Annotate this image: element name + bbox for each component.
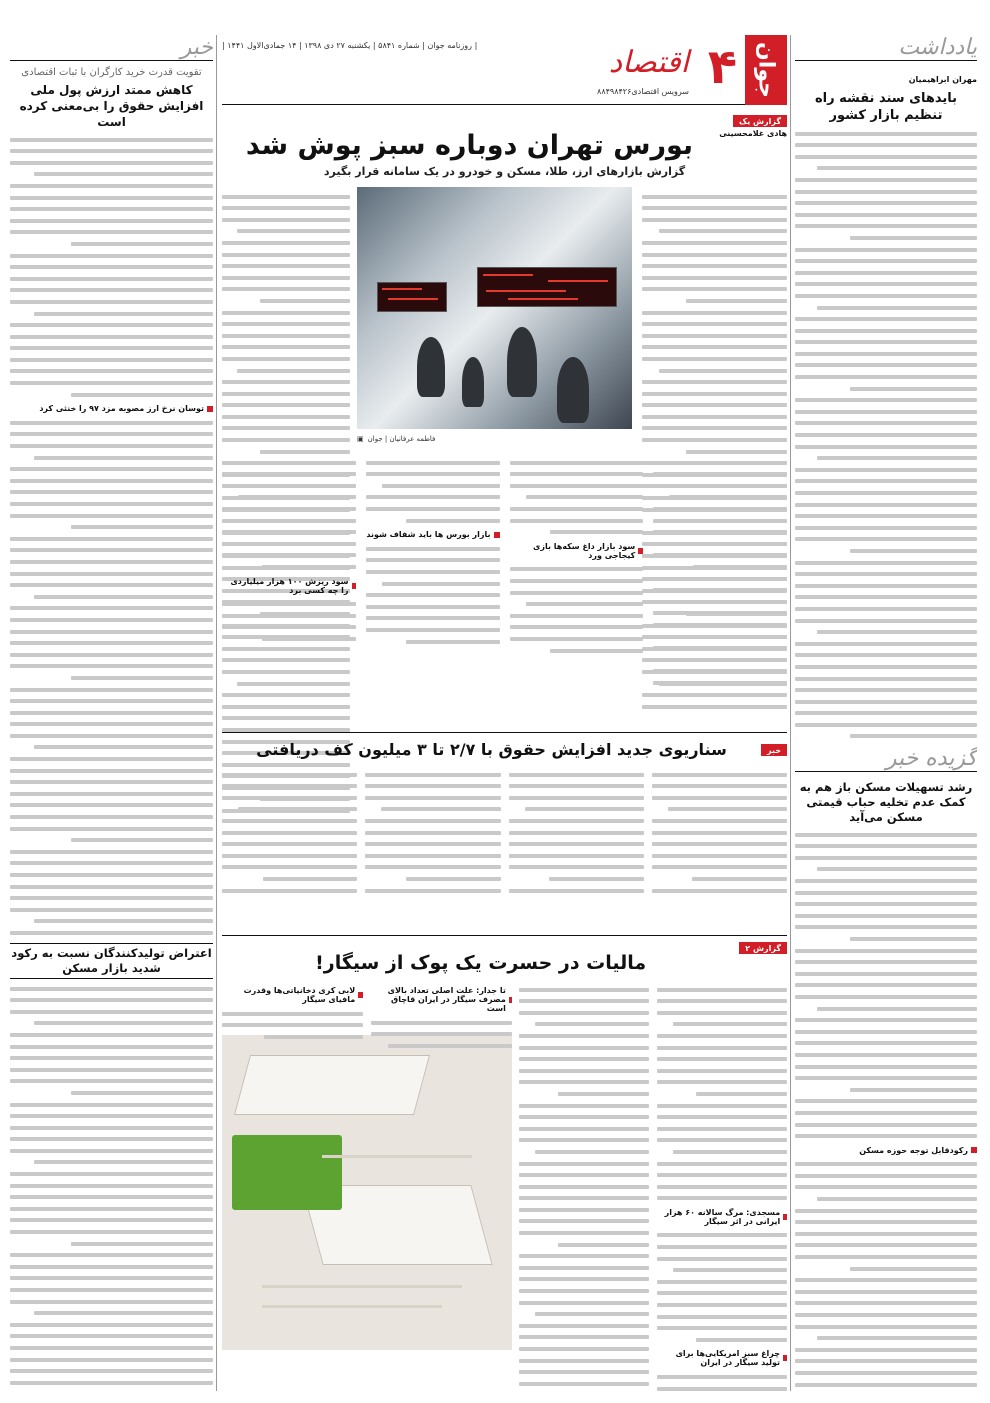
- column-headline: بایدهای سند نقشه راه تنظیم بازار کشور: [814, 91, 958, 123]
- dateline: | روزنامه جوان | شماره ۵۸۴۱ | یکشنبه ۲۷ دی ۱۳۹۸ | ۱۴ جمادی‌الاول ۱۴۴۱ |: [222, 41, 478, 50]
- bullet-square-icon: [509, 997, 512, 1003]
- story-body-2: [10, 421, 213, 935]
- lead-author: هادی غلامحسینی: [719, 129, 787, 138]
- section-title: اقتصاد: [608, 45, 689, 80]
- newspaper-logo: جوان: [745, 35, 787, 105]
- bullet-square-icon: [638, 548, 643, 554]
- right-column: [795, 35, 977, 1391]
- lead-story: [222, 115, 787, 178]
- story-body: [10, 138, 213, 397]
- lead-subheadline: گزارش بازارهای ارز، طلا، مسکن و خودرو در یک سامانه قرار بگیرد: [323, 165, 686, 178]
- column-author: مهران ابراهیمیان: [908, 75, 977, 84]
- bullet-square-icon: [207, 406, 213, 412]
- section-label: یادداشت: [898, 35, 977, 60]
- lead-subhead-b: بازار بورس ها باید شفاف شوند: [366, 530, 500, 539]
- main-area: [222, 35, 787, 1391]
- brief-headline: رشد تسهیلات مسکن باز هم به کمک عدم تخلیه حباب قیمتی مسکن می‌آید: [799, 780, 973, 825]
- story3-subhead-4: چراغ سبز امریکایی‌ها برای تولید سیگار در ایران: [657, 1349, 787, 1367]
- story-kicker: تقویت قدرت خرید کارگران با ثبات اقتصادی: [21, 67, 202, 78]
- story3-subhead-3: مسجدی: مرگ سالانه ۶۰ هزار ایرانی در اثر سیگار: [657, 1208, 787, 1226]
- bullet-square-icon: [783, 1214, 787, 1220]
- story-subhead: توسان نرخ ارز مصوبه مزد ۹۷ را خنثی کرد: [10, 404, 213, 413]
- section-phone: سرویس اقتصادی۸۸۴۹۸۴۲۶: [597, 87, 689, 96]
- brief-subhead: رکودقابل توجه حوزه مسکن: [795, 1146, 977, 1155]
- lead-subhead-a: سود ریزش ۱۰۰ هزار میلیاردی را چه کسی برد: [222, 577, 356, 595]
- story3-text-left: [222, 980, 512, 1055]
- cigarette-factory-photo: [222, 1035, 512, 1350]
- brief-body: [795, 833, 977, 1138]
- column-body: [795, 132, 977, 739]
- column-divider: [216, 35, 217, 1391]
- news-brief-header: [795, 746, 977, 772]
- photo-credit: فاطمه عرفانیان | جوان ▣: [357, 435, 436, 443]
- lead-lower-text: [222, 453, 787, 758]
- story2-headline: سناریوی جدید افزایش حقوق با ۲/۷ تا ۳ میلیون کف دریافتی: [256, 740, 727, 759]
- lead-headline: بورس تهران دوباره سبز پوش شد: [245, 130, 694, 161]
- column-divider: [790, 35, 791, 1391]
- section-label: خبر: [180, 35, 213, 60]
- bullet-square-icon: [358, 992, 363, 998]
- section-label: گزیده خبر: [885, 746, 977, 772]
- news-section-header: [10, 35, 213, 61]
- story2-body: [222, 765, 787, 900]
- story2-body: [10, 987, 213, 1391]
- camera-icon: ▣: [357, 435, 364, 443]
- news-tag: خبر: [761, 744, 787, 756]
- story3-text: [519, 980, 787, 1391]
- story3-subhead-1: تا جدار: علت اصلی تعداد بالای مصرف سیگار در ایران قاچاق است: [371, 986, 512, 1013]
- left-column: [10, 35, 213, 1391]
- report2-tag: گزارش ۲: [739, 942, 787, 954]
- opinion-section-header: [795, 35, 977, 61]
- bullet-square-icon: [971, 1147, 977, 1153]
- report-tag: گزارش یک: [733, 115, 787, 127]
- story3-headline: مالیات در حسرت یک پوک از سیگار!: [315, 952, 647, 974]
- story3-subhead-2: لابی کری دخانیاتی‌ها وقدرت مافیای سیگار: [222, 986, 363, 1004]
- story3: [222, 935, 787, 974]
- story-headline: کاهش ممتد ارزش پول ملی افزایش حقوق را بی‌معنی کرده است: [19, 83, 204, 129]
- story2: [222, 732, 787, 900]
- lead-photo: [357, 187, 632, 429]
- story2-headline: اعتراض تولیدکنندگان نسبت به رکود شدید بازار مسکن: [10, 943, 213, 979]
- lead-subhead-c: سود بازار داغ سکه‌ها بازی کیجاجی ورد: [510, 542, 644, 560]
- page-number: ۴: [707, 39, 737, 95]
- brief-body-2: [795, 1162, 977, 1391]
- bullet-square-icon: [783, 1355, 787, 1361]
- bullet-square-icon: [494, 532, 500, 538]
- bullet-square-icon: [352, 583, 356, 589]
